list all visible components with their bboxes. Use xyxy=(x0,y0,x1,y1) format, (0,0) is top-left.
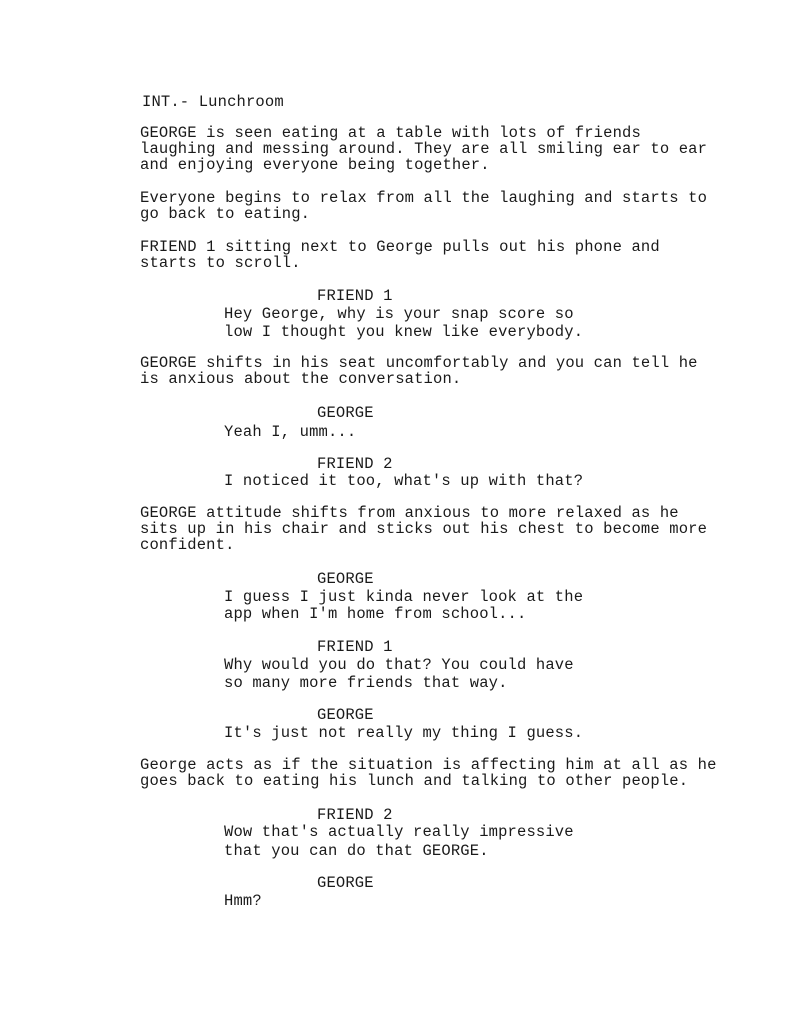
dialogue-line: low I thought you knew like everybody. xyxy=(224,323,584,341)
action-line: GEORGE is seen eating at a table with lots of friends xyxy=(140,124,641,142)
dialogue-line: I noticed it too, what's up with that? xyxy=(224,472,584,490)
action-line: Everyone begins to relax from all the laughing and starts to xyxy=(140,189,708,207)
action-line: go back to eating. xyxy=(140,205,311,223)
action-line: FRIEND 1 sitting next to George pulls out his phone and xyxy=(140,238,660,256)
dialogue-line: app when I'm home from school... xyxy=(224,605,527,623)
character-name: FRIEND 1 xyxy=(317,287,393,305)
action-line: laughing and messing around. They are all smiling ear to ear xyxy=(140,140,708,158)
dialogue-line: Why would you do that? You could have xyxy=(224,656,574,674)
action-line: GEORGE attitude shifts from anxious to more relaxed as he xyxy=(140,504,679,522)
action-line: sits up in his chair and sticks out his chest to become more xyxy=(140,520,708,538)
dialogue-line: Hmm? xyxy=(224,892,262,910)
action-line: starts to scroll. xyxy=(140,254,301,272)
character-name: FRIEND 2 xyxy=(317,806,393,824)
character-name: GEORGE xyxy=(317,404,374,422)
scene-heading: INT.- Lunchroom xyxy=(142,93,284,111)
action-line: confident. xyxy=(140,536,235,554)
action-line: is anxious about the conversation. xyxy=(140,370,462,388)
dialogue-line: so many more friends that way. xyxy=(224,674,508,692)
dialogue-line: It's just not really my thing I guess. xyxy=(224,724,584,742)
dialogue-line: Wow that's actually really impressive xyxy=(224,823,574,841)
dialogue-line: that you can do that GEORGE. xyxy=(224,842,489,860)
action-line: and enjoying everyone being together. xyxy=(140,156,490,174)
dialogue-line: Hey George, why is your snap score so xyxy=(224,305,574,323)
action-line: GEORGE shifts in his seat uncomfortably and you can tell he xyxy=(140,354,698,372)
character-name: FRIEND 2 xyxy=(317,455,393,473)
character-name: FRIEND 1 xyxy=(317,638,393,656)
action-line: George acts as if the situation is affecting him at all as he xyxy=(140,756,717,774)
character-name: GEORGE xyxy=(317,706,374,724)
character-name: GEORGE xyxy=(317,874,374,892)
dialogue-line: I guess I just kinda never look at the xyxy=(224,588,584,606)
action-line: goes back to eating his lunch and talking to other people. xyxy=(140,772,689,790)
dialogue-line: Yeah I, umm... xyxy=(224,423,357,441)
character-name: GEORGE xyxy=(317,570,374,588)
